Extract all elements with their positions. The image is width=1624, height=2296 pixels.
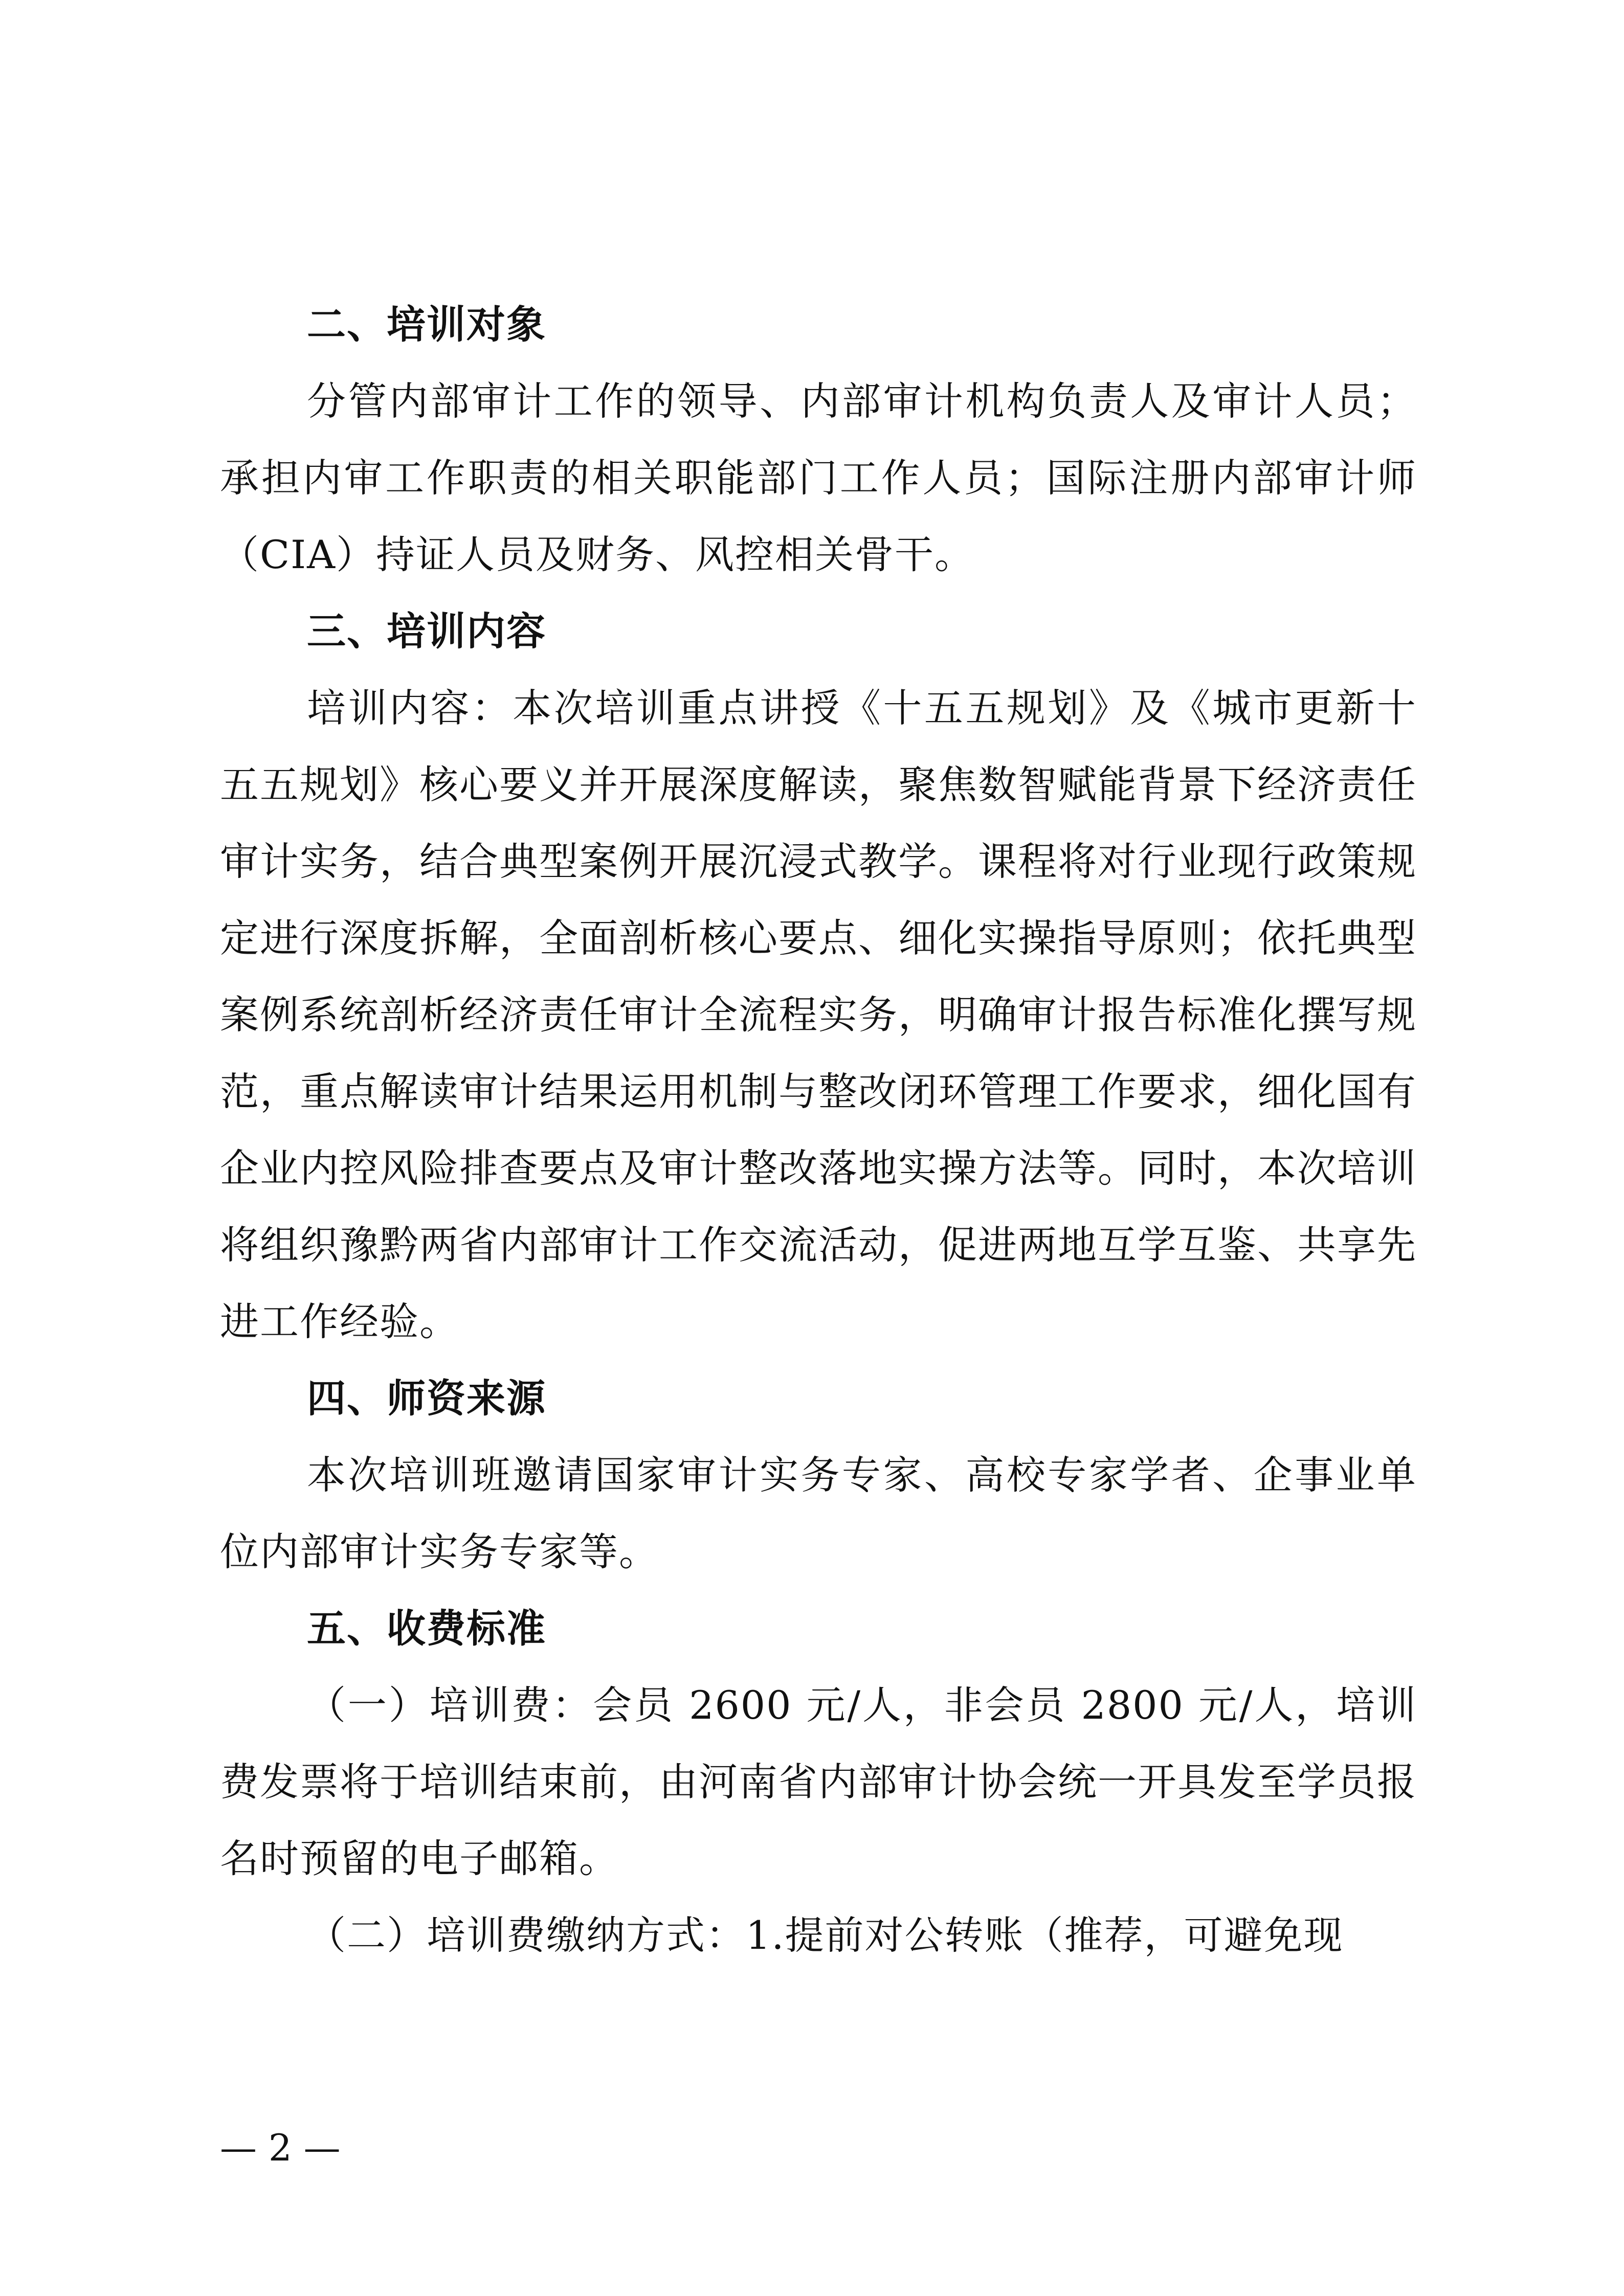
paragraph-training-content: 培训内容：本次培训重点讲授《十五五规划》及《城市更新十五五规划》核心要义并开展深度解读，聚焦数智赋能背景下经济责任审计实务，结合典型案例开展沉浸式教学。课程将对行业现行政策规定进行深度拆解，全面剖析核心要点、细化实操指导原则；依托典型案例系统剖析经济责任审计全流程实务，明确审计报告标准化撰写规范，重点解读审计结果运用机制与整改闭环管理工作要求，细化国有企业内控风险排查要点及审计整改落地实操方法等。同时，本次培训将组织豫黔两省内部审计工作交流活动，促进两地互学互鉴、共享先进工作经验。 [220, 685, 1417, 1344]
paragraph-faculty-source: 本次培训班邀请国家审计实务专家、高校专家学者、企事业单位内部审计实务专家等。 [220, 1452, 1417, 1574]
paragraph-payment-method: （二）培训费缴纳方式：1.提前对公转账（推荐，可避免现 [307, 1912, 1344, 1958]
page-number: — 2 — [220, 2126, 341, 2169]
section-heading-faculty-source: 四、师资来源 [307, 1376, 546, 1421]
paragraph-training-targets: 分管内部审计工作的领导、内部审计机构负责人及审计人员；承担内审工作职责的相关职能部门工作人员；国际注册内部审计师（CIA）持证人员及财务、风控相关骨干。 [220, 378, 1417, 577]
section-heading-training-targets: 二、培训对象 [307, 302, 546, 347]
section-heading-fee-standard: 五、收费标准 [307, 1606, 546, 1651]
section-heading-training-content: 三、培训内容 [307, 609, 546, 654]
document-body [220, 286, 1417, 1974]
paragraph-training-fee: （一）培训费：会员 2600 元/人，非会员 2800 元/人，培训费发票将于培训结束前，由河南省内部审计协会统一开具发至学员报名时预留的电子邮箱。 [220, 1682, 1417, 1881]
